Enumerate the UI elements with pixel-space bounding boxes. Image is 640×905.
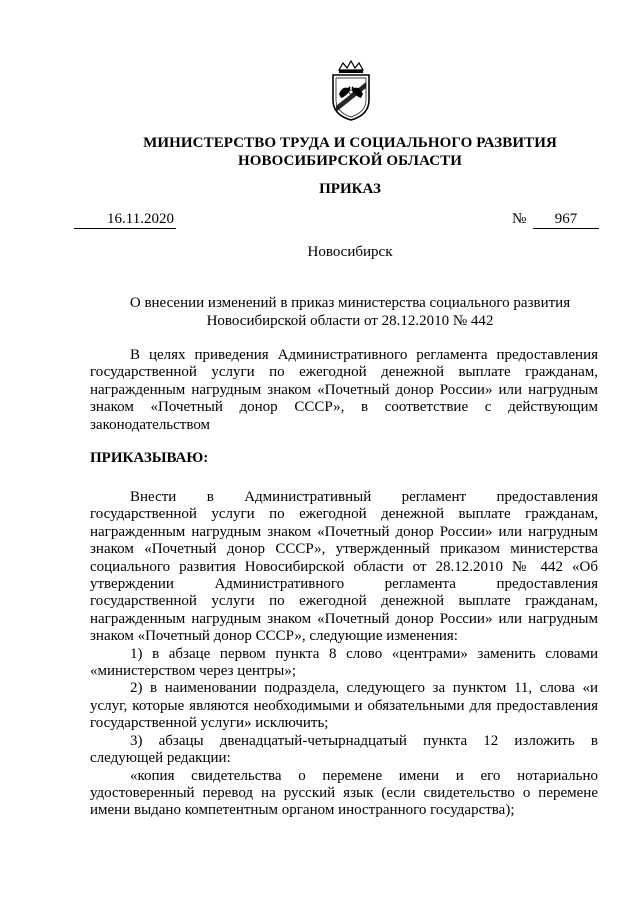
amendment-item-3: 3) абзацы двенадцатый-четырнадцатый пункта 12 изложить в следующей редакции: [90,732,598,767]
ministry-line-1: МИНИСТЕРСТВО ТРУДА И СОЦИАЛЬНОГО РАЗВИТИЯ [143,135,557,151]
coat-of-arms-icon [329,60,373,122]
amendment-item-2: 2) в наименовании подраздела, следующего за пунктом 11, слова «и услуг, которые являются необходимыми и обязательными для предоставления государственной услуги» исключить; [90,680,598,732]
ministry-name [90,134,610,170]
document-type: ПРИКАЗ [319,181,381,197]
subject-line-2: Новосибирской области от 28.12.2010 № 442 [206,313,494,329]
quoted-text-paragraph: «копия свидетельства о перемене имени и его нотариально удостоверенный перевод на русский язык (если свидетельство о перемене имени выдано компетентным органом иностранного государства); [90,767,598,819]
subject-line-1: О внесении изменений в приказ министерства социального развития [129,295,571,311]
ministry-line-2: НОВОСИБИРСКОЙ ОБЛАСТИ [237,153,463,169]
preamble-paragraph: В целях приведения Административного регламента предоставления государственной услуги по ежегодной денежной выплате гражданам, награжденным нагрудным знаком «Почетный донор России» или нагрудным знаком «Почетный донор СССР», в соответствие с действующим законодательством [90,347,598,433]
order-subject [90,294,610,330]
order-date: 16.11.2020 [74,210,176,229]
number-sign: № [512,211,527,227]
order-number: 967 [533,210,599,229]
preamble-block [90,347,598,434]
order-directive: ПРИКАЗЫВАЮ: [90,450,209,466]
body-paragraph: Внести в Административный регламент предоставления государственной услуги по ежегодной денежной выплате гражданам, награжденным нагрудным знаком «Почетный донор России» или нагрудным знаком «Почетный донор СССР», утвержденный приказом министерства социального развития Новосибирской области от 28.12.2010 № 442 «Об утверждении Административного регламента предоставления государственной услуги по ежегодной денежной выплате гражданам, награжденным нагрудным знаком «Почетный донор России» или нагрудным знаком «Почетный донор СССР», следующие изменения: [90,489,598,645]
amendment-item-1: 1) в абзаце первом пункта 8 слово «центрами» заменить словами «министерством через центры»; [90,645,598,680]
city-name: Новосибирск [307,244,393,260]
order-body [90,489,598,820]
